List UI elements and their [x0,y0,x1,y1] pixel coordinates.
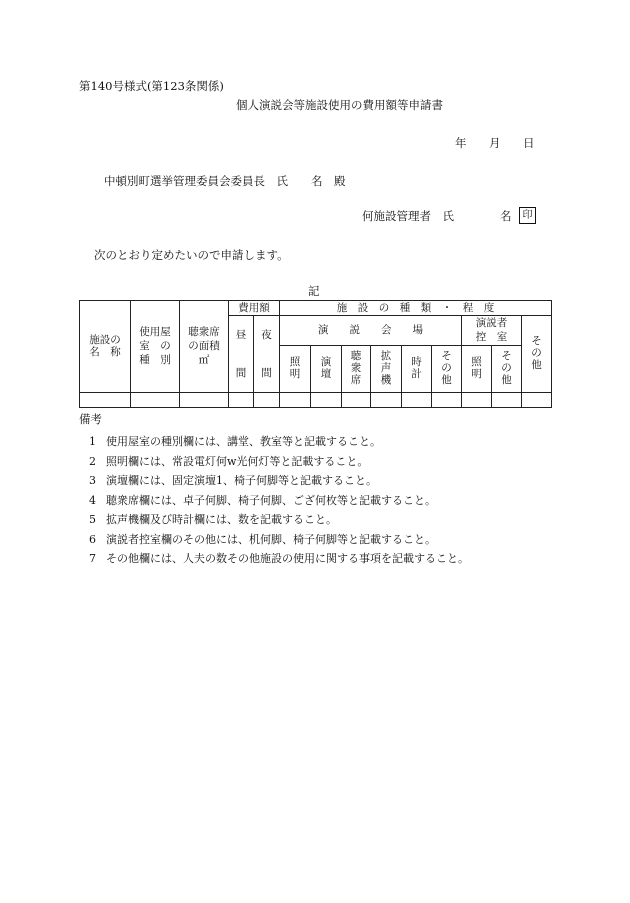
header-other: その他 [522,316,552,392]
header-fee: 費用額 [229,301,280,316]
cell[interactable] [522,392,552,407]
header-night: 夜 間 [254,316,280,392]
date-day-label: 日 [523,136,535,150]
cell[interactable] [371,392,402,407]
header-venue-other: その他 [432,345,462,392]
note-item: 5 拡声機欄及び時計欄には、数を記載すること。 [89,513,337,526]
note-item: 7 その他欄には、人夫の数その他施設の使用に関する事項を記載すること。 [89,552,469,565]
header-venue-seats: 聴衆席 [342,345,371,392]
cell[interactable] [229,392,254,407]
applicant-line: 何施設管理者 氏 名 [362,209,512,223]
header-room-type: 使用屋 室 の 種 別 [131,301,180,393]
cell[interactable] [131,392,180,407]
header-facility-name: 施設の名 称 [80,301,131,393]
note-item: 2 照明欄には、常設電灯何w光何灯等と記載すること。 [89,454,369,468]
header-venue-podium: 演壇 [311,345,342,392]
cell[interactable] [462,392,492,407]
cell[interactable] [80,392,131,407]
header-venue-lighting: 照明 [280,345,311,392]
seal-box: 印 [519,207,536,224]
header-day: 昼 間 [229,316,254,392]
header-audience-area: 聴衆席 の面積 ㎡ [180,301,229,393]
note-item: 4 聴衆席欄には、卓子何脚、椅子何脚、ござ何枚等と記載すること。 [89,493,436,507]
notes-list [89,432,469,569]
header-facility-kind: 施 設 の 種 類 ・ 程 度 [280,301,552,316]
header-venue-clock: 時計 [402,345,432,392]
cell[interactable] [254,392,280,407]
cell[interactable] [342,392,371,407]
date-year-label: 年 [455,136,467,150]
header-room-other: その他 [492,345,522,392]
date-month-label: 月 [489,136,501,150]
header-speaker-room: 演説者 控 室 [462,316,522,345]
cell[interactable] [311,392,342,407]
cell[interactable] [280,392,311,407]
cell[interactable] [180,392,229,407]
table-row [80,392,552,407]
notes-title: 備考 [79,412,102,426]
header-speech-venue: 演 説 会 場 [280,316,462,345]
request-statement: 次のとおり定めたいので申請します。 [94,248,289,262]
document-title: 個人演説会等施設使用の費用額等申請書 [236,98,443,112]
application-table [79,300,552,408]
addressee-line: 中頓別町選挙管理委員会委員長 氏 名 殿 [104,174,346,188]
cell[interactable] [492,392,522,407]
note-item: 6 演説者控室欄のその他には、机何脚、椅子何脚等と記載すること。 [89,532,436,546]
cell[interactable] [402,392,432,407]
ki-heading: 記 [308,284,320,298]
form-number: 第140号様式(第123条関係) [79,79,224,93]
header-venue-speaker: 拡声機 [371,345,402,392]
note-item: 1 使用屋室の種別欄には、講堂、教室等と記載すること。 [89,435,381,448]
header-room-lighting: 照明 [462,345,492,392]
cell[interactable] [432,392,462,407]
note-item: 3 演壇欄には、固定演壇1、椅子何脚等と記載すること。 [89,474,377,487]
